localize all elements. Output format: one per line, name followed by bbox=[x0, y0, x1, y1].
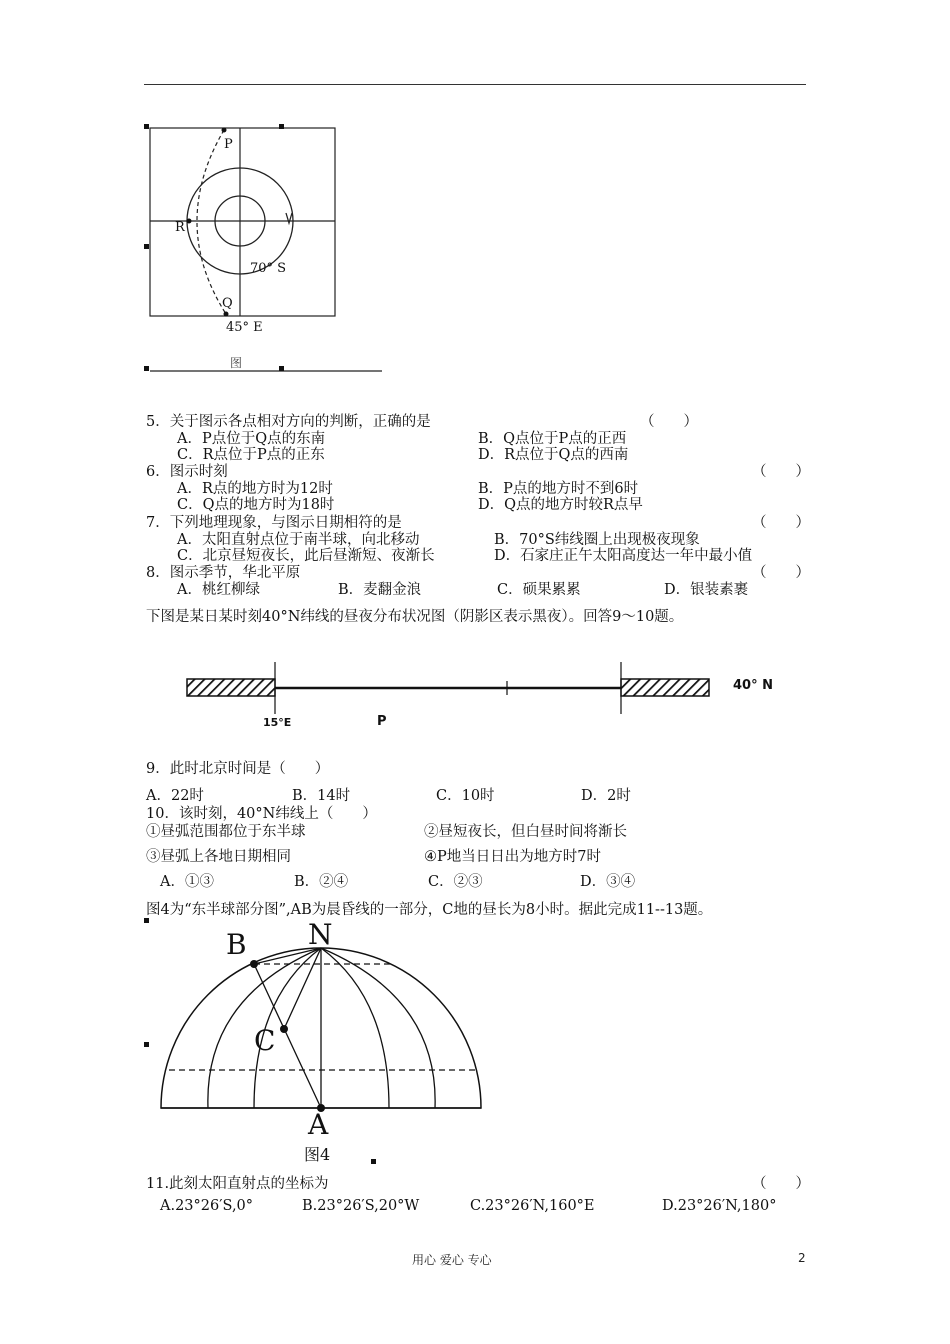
option-b: B．70°S纬线圈上出现极夜现象 bbox=[494, 532, 700, 548]
option-c: C．R点位于P点的正东 bbox=[177, 447, 325, 463]
statement-3: ③昼弧上各地日期相同 bbox=[146, 849, 291, 865]
question-stem: 10．该时刻，40°N纬线上（ ） bbox=[146, 806, 377, 822]
intro-11-13: 图4为“东半球部分图”,AB为晨昏线的一部分，C地的昼长为8小时。据此完成11--13题。 bbox=[146, 902, 713, 918]
point-b-label: B bbox=[226, 928, 247, 961]
figure-1-caption: 图 bbox=[230, 356, 243, 370]
polar-view-diagram bbox=[144, 124, 389, 379]
longitude-label: 45° E bbox=[226, 320, 263, 335]
point-p-label: P bbox=[224, 137, 233, 152]
question-stem: 6．图示时刻 bbox=[146, 464, 228, 480]
option-d: D．Q点的地方时较R点早 bbox=[478, 497, 643, 513]
option-a: A．22时 bbox=[146, 788, 204, 804]
header-rule bbox=[144, 84, 806, 85]
option-d: D．R点位于Q点的西南 bbox=[478, 447, 629, 463]
intro-9-10: 下图是某日某时刻40°N纬线的昼夜分布状况图（阴影区表示黑夜）。回答9～10题。 bbox=[146, 609, 684, 625]
option-d: D．石家庄正午太阳高度达一年中最小值 bbox=[494, 548, 753, 564]
figure-4-caption: 图4 bbox=[304, 1145, 331, 1164]
option-a: A．①③ bbox=[160, 874, 214, 890]
option-c: C．10时 bbox=[436, 788, 495, 804]
option-c: C.23°26′N,160°E bbox=[470, 1198, 595, 1214]
question-stem: 11.此刻太阳直射点的坐标为 bbox=[146, 1176, 329, 1192]
option-a: A．R点的地方时为12时 bbox=[177, 481, 333, 497]
figure-3 bbox=[144, 918, 494, 1168]
option-a: A．桃红柳绿 bbox=[177, 582, 260, 598]
option-d: D．2时 bbox=[581, 788, 631, 804]
latitude-40n-label: 40° N bbox=[733, 678, 773, 693]
north-pole-label: N bbox=[308, 918, 333, 951]
point-q-label: Q bbox=[222, 296, 233, 311]
option-d: D．③④ bbox=[580, 874, 636, 890]
longitude-15e-label: 15°E bbox=[263, 716, 292, 729]
answer-bracket: （ ） bbox=[752, 515, 810, 531]
option-b: B．P点的地方时不到6时 bbox=[478, 481, 639, 497]
option-c: C．②③ bbox=[428, 874, 483, 890]
option-d: D．银装素裹 bbox=[664, 582, 749, 598]
statement-2: ②昼短夜长，但白昼时间将渐长 bbox=[424, 824, 627, 840]
option-a: A．P点位于Q点的东南 bbox=[177, 431, 326, 447]
option-b: B．14时 bbox=[292, 788, 351, 804]
option-a: A．太阳直射点位于南半球，向北移动 bbox=[177, 532, 420, 548]
statement-4: ④P地当日日出为地方时7时 bbox=[424, 849, 601, 865]
option-c: C．Q点的地方时为18时 bbox=[177, 497, 335, 513]
answer-bracket: （ ） bbox=[752, 1176, 810, 1192]
answer-bracket: （ ） bbox=[640, 414, 698, 430]
statement-1: ①昼弧范围都位于东半球 bbox=[146, 824, 306, 840]
point-p-label: P bbox=[377, 714, 387, 729]
answer-bracket: （ ） bbox=[752, 565, 810, 581]
question-stem: 8．图示季节，华北平原 bbox=[146, 565, 301, 581]
option-b: B．Q点位于P点的正西 bbox=[478, 431, 627, 447]
option-b: B.23°26′S,20°W bbox=[302, 1198, 420, 1214]
option-b: B．②④ bbox=[294, 874, 349, 890]
footer-slogan: 用心 爱心 专心 bbox=[412, 1253, 492, 1267]
option-c: C．硕果累累 bbox=[497, 582, 581, 598]
point-r-label: R bbox=[175, 220, 185, 235]
figure-1 bbox=[144, 124, 389, 379]
point-c-label: C bbox=[254, 1024, 276, 1057]
question-stem: 9．此时北京时间是（ ） bbox=[146, 761, 330, 777]
point-a-label: A bbox=[308, 1108, 329, 1141]
option-c: C．北京昼短夜长，此后昼渐短、夜渐长 bbox=[177, 548, 435, 564]
option-d: D.23°26′N,180° bbox=[662, 1198, 777, 1214]
option-b: B．麦翻金浪 bbox=[338, 582, 422, 598]
answer-bracket: （ ） bbox=[752, 464, 810, 480]
figure-2 bbox=[185, 658, 795, 738]
option-a: A.23°26′S,0° bbox=[160, 1198, 254, 1214]
question-stem: 7．下列地理现象，与图示日期相符的是 bbox=[146, 515, 402, 531]
page-number: 2 bbox=[798, 1251, 806, 1265]
question-stem: 5．关于图示各点相对方向的判断，正确的是 bbox=[146, 414, 431, 430]
latitude-label: 70° S bbox=[250, 261, 287, 276]
